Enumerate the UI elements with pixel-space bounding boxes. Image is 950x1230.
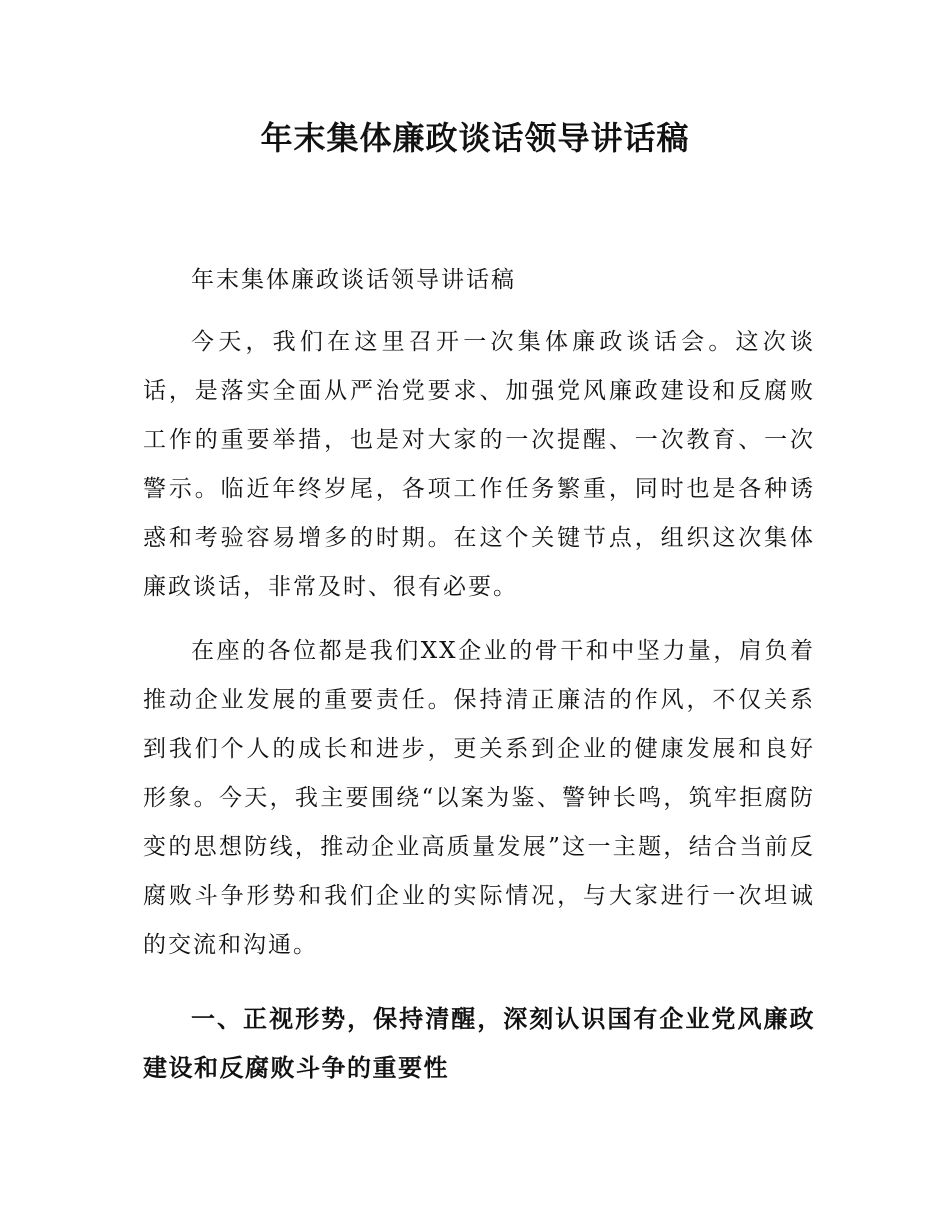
- paragraph-2: 在座的各位都是我们XX企业的骨干和中坚力量，肩负着推动企业发展的重要责任。保持清正廉洁的作风，不仅关系到我们个人的成长和进步，更关系到企业的健康发展和良好形象。今天，我主要围绕“以案为鉴、警钟长鸣，筑牢拒腐防变的思想防线，推动企业高质量发展”这一主题，结合当前反腐败斗争形势和我们企业的实际情况，与大家进行一次坦诚的交流和沟通。: [143, 638, 815, 958]
- paragraph-1: 今天，我们在这里召开一次集体廉政谈话会。这次谈话，是落实全面从严治党要求、加强党风廉政建设和反腐败工作的重要举措，也是对大家的一次提醒、一次教育、一次警示。临近年终岁尾，各项工作任务繁重，同时也是各种诱惑和考验容易增多的时期。在这个关键节点，组织这次集体廉政谈话，非常及时、很有必要。: [143, 329, 815, 600]
- document-title: 年末集体廉政谈话领导讲话稿: [260, 119, 690, 157]
- document-subtitle: 年末集体廉政谈话领导讲话稿: [191, 267, 516, 293]
- section-heading: 一、正视形势，保持清醒，深刻认识国有企业党风廉政建设和反腐败斗争的重要性: [143, 1005, 815, 1082]
